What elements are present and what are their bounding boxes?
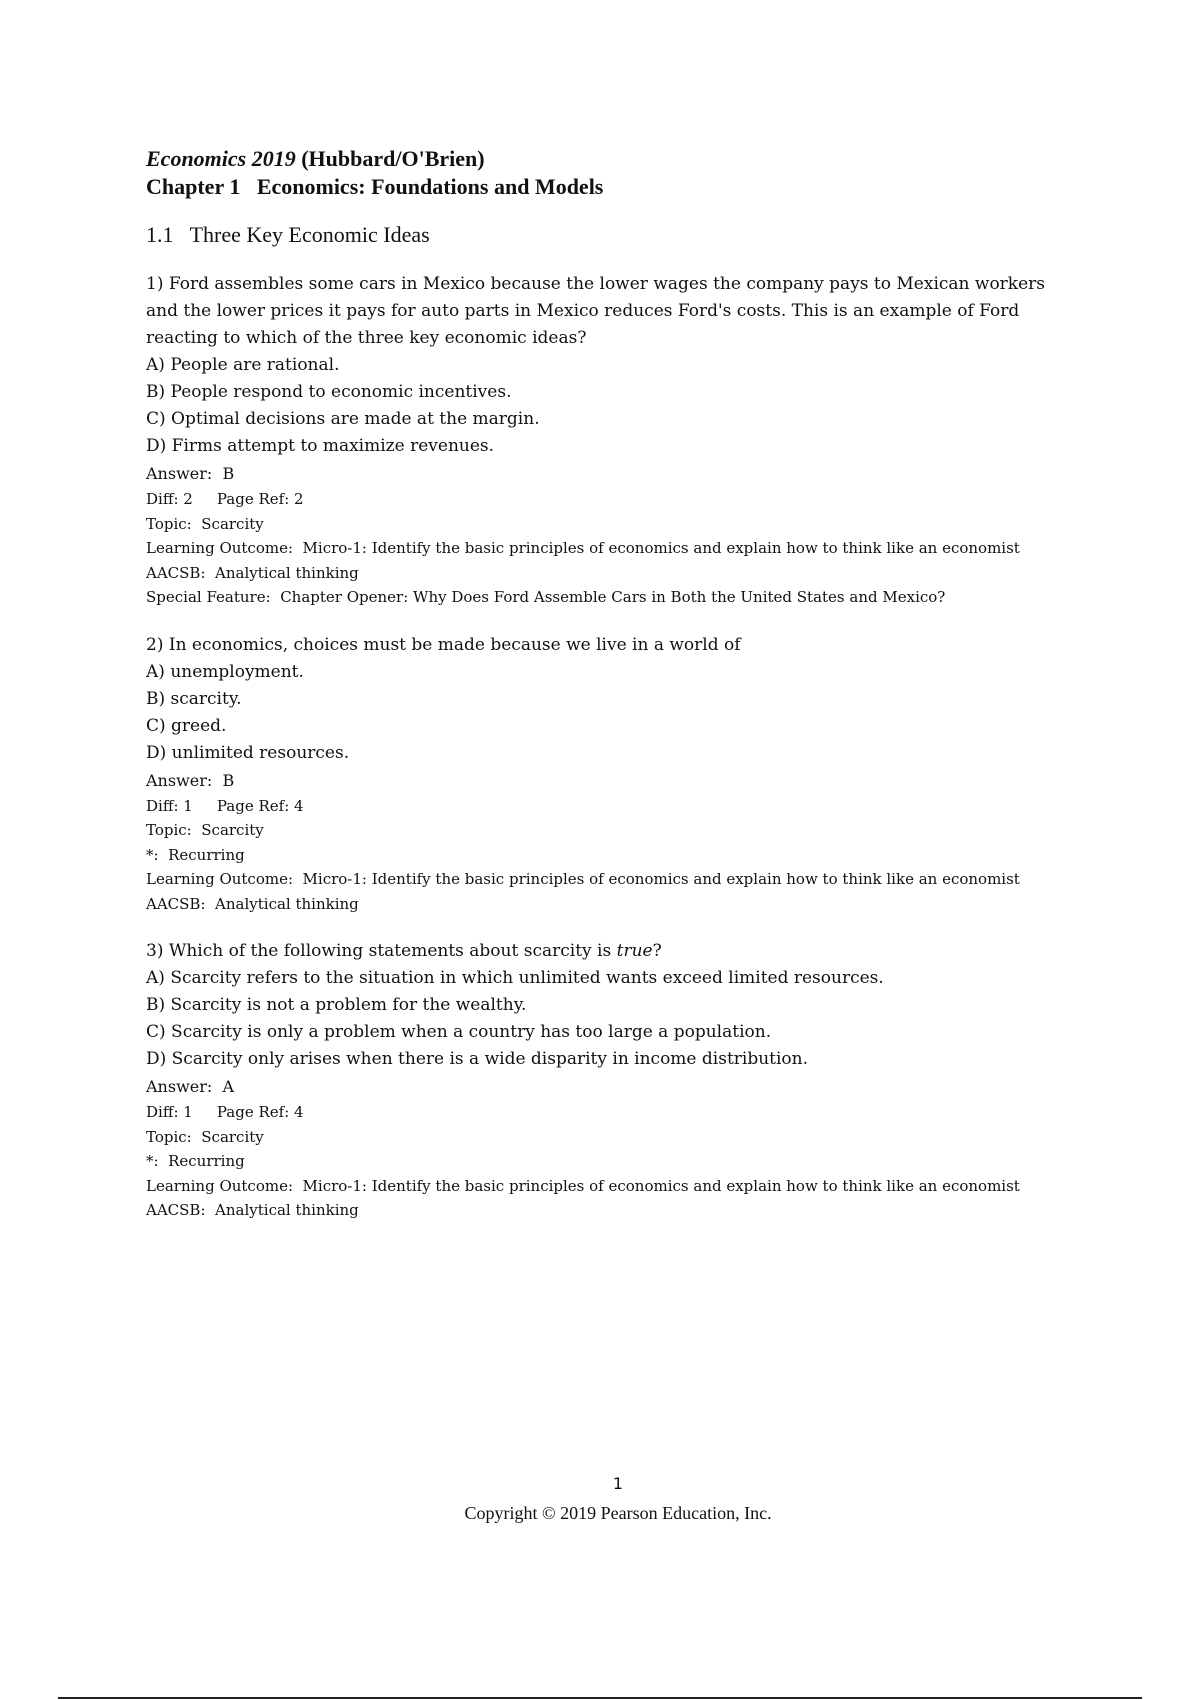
correct-answer: Answer: B: [146, 770, 235, 790]
question-stem-suffix: ?: [652, 941, 662, 961]
question-3: [146, 938, 1076, 1223]
learning-outcome: Learning Outcome: Micro-1: Identify the basic principles of economics and explain how to think like an economist: [146, 870, 1020, 888]
correct-answer: Answer: B: [146, 464, 235, 483]
answer-option-d: D) Firms attempt to maximize revenues.: [146, 436, 495, 456]
answer-option-a: A) unemployment.: [146, 661, 304, 682]
book-title: Economics 2019: [146, 146, 296, 171]
difficulty: Diff: 1: [146, 1103, 193, 1121]
difficulty-page-ref: [146, 1100, 1076, 1125]
copyright-notice: Copyright © 2019 Pearson Education, Inc.: [464, 1503, 772, 1523]
difficulty-page-ref: [146, 794, 1076, 819]
topic: Topic: Scarcity: [146, 821, 264, 839]
question-stem-line: [146, 938, 1076, 965]
aacsb: AACSB: Analytical thinking: [146, 563, 359, 582]
answer-option-b: B) scarcity.: [146, 688, 242, 709]
question-2: [146, 632, 1076, 917]
page-number: 1: [612, 1474, 624, 1493]
recurring-flag: *: Recurring: [146, 845, 245, 864]
page-ref: Page Ref: 4: [216, 796, 304, 815]
answer-option-a: A) People are rational.: [146, 355, 340, 375]
special-feature: Special Feature: Chapter Opener: Why Does Ford Assemble Cars in Both the United States and Mexico?: [146, 588, 946, 606]
question-1: [146, 271, 1076, 610]
answer-option-d: D) unlimited resources.: [146, 742, 350, 763]
learning-outcome: Learning Outcome: Micro-1: Identify the basic principles of economics and explain how to think like an economist: [146, 1176, 1020, 1195]
answer-option-d: D) Scarcity only arises when there is a wide disparity in income distribution.: [146, 1049, 809, 1069]
difficulty-page-ref: [146, 487, 1076, 512]
question-stem-prefix: 3) Which of the following statements about scarcity is: [146, 941, 617, 961]
difficulty: Diff: 1: [146, 796, 193, 815]
learning-outcome: Learning Outcome: Micro-1: Identify the basic principles of economics and explain how to think like an economist: [146, 539, 1020, 557]
answer-option-b: B) Scarcity is not a problem for the wealthy.: [146, 995, 527, 1015]
question-stem-line: 2) In economics, choices must be made because we live in a world of: [146, 634, 741, 655]
answer-option-b: B) People respond to economic incentives.: [146, 382, 512, 402]
question-stem-line: 1) Ford assembles some cars in Mexico because the lower wages the company pays to Mexican workers: [146, 274, 1046, 294]
section-heading: 1.1 Three Key Economic Ideas: [146, 222, 430, 247]
chapter-heading: Chapter 1 Economics: Foundations and Models: [146, 174, 604, 199]
correct-answer: Answer: A: [146, 1077, 234, 1096]
document-title: [146, 145, 1076, 173]
answer-option-c: C) greed.: [146, 715, 227, 736]
recurring-flag: *: Recurring: [146, 1152, 245, 1170]
topic: Topic: Scarcity: [146, 1127, 264, 1146]
answer-option-a: A) Scarcity refers to the situation in which unlimited wants exceed limited resources.: [146, 968, 884, 988]
book-authors: (Hubbard/O'Brien): [295, 146, 485, 171]
difficulty: Diff: 2: [146, 490, 193, 508]
aacsb: AACSB: Analytical thinking: [146, 1201, 359, 1219]
question-stem-line: reacting to which of the three key economic ideas?: [146, 328, 587, 348]
question-stem-line: and the lower prices it pays for auto parts in Mexico reduces Ford's costs. This is an example of Ford: [146, 301, 1020, 321]
answer-option-c: C) Optimal decisions are made at the margin.: [146, 409, 540, 429]
document-page: [146, 145, 1076, 1223]
answer-option-c: C) Scarcity is only a problem when a country has too large a population.: [146, 1022, 772, 1042]
page-ref: Page Ref: 4: [216, 1103, 304, 1121]
topic: Topic: Scarcity: [146, 514, 264, 533]
question-stem-emphasis: true: [616, 941, 653, 961]
aacsb: AACSB: Analytical thinking: [146, 894, 359, 913]
page-ref: Page Ref: 2: [216, 490, 304, 508]
bottom-divider: [58, 1697, 1142, 1699]
